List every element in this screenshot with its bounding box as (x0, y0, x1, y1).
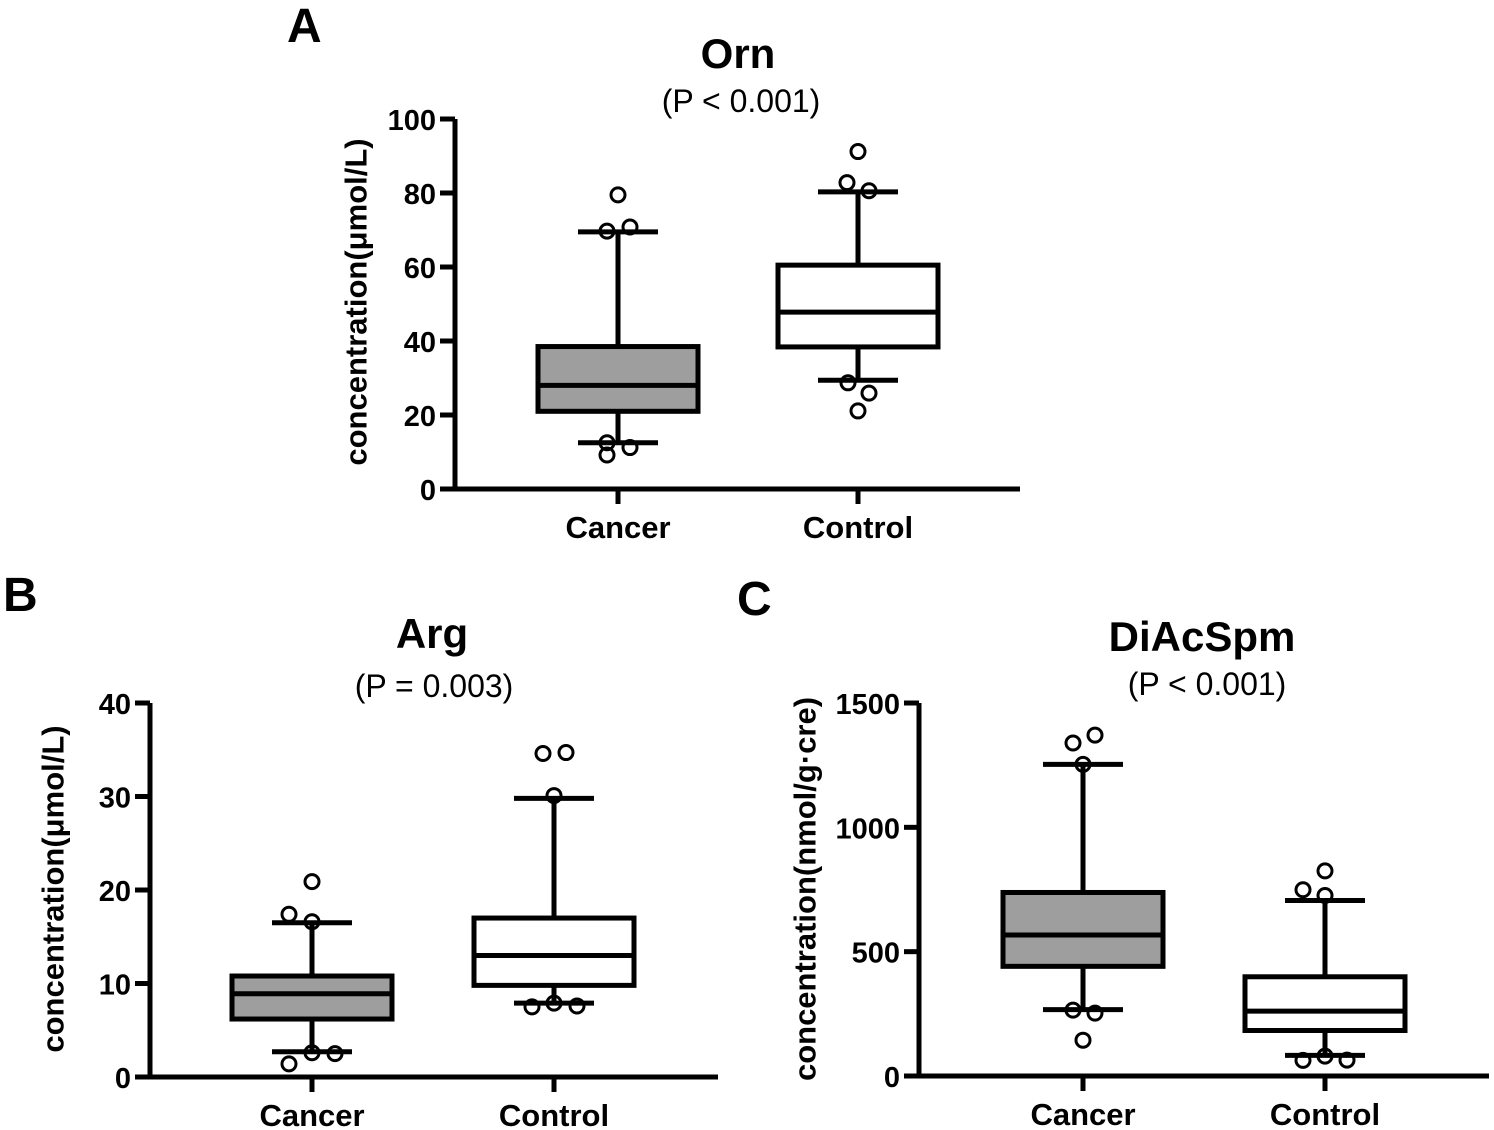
boxplot-cancer (232, 875, 392, 1071)
panel-b-pvalue: (P = 0.003) (354, 668, 514, 704)
outlier-point (1088, 728, 1102, 742)
y-tick-label: 40 (403, 327, 436, 359)
outlier-point (611, 188, 625, 202)
x-category-label: Cancer (1030, 1097, 1136, 1130)
x-category-label: Control (498, 1098, 610, 1130)
boxplot-cancer (1003, 728, 1163, 1047)
y-tick-label: 30 (98, 782, 131, 815)
y-tick-label: 0 (883, 1062, 900, 1094)
y-tick-label: 60 (403, 253, 436, 285)
y-tick-label: 1000 (835, 813, 900, 846)
outlier-point (851, 145, 865, 159)
x-category-label: Cancer (565, 510, 671, 545)
panel-letter-a: A (287, 0, 322, 53)
outlier-point (862, 386, 876, 400)
y-tick-label: 0 (419, 475, 436, 507)
outlier-point (559, 746, 573, 760)
y-tick-label: 10 (98, 969, 131, 1002)
outlier-point (536, 746, 550, 760)
panel-letter-b: B (3, 569, 38, 622)
y-tick-label: 0 (114, 1063, 131, 1095)
y-tick-label: 40 (98, 689, 131, 721)
x-category-label: Control (802, 510, 914, 545)
boxplot-control (474, 746, 634, 1014)
x-category-label: Cancer (259, 1098, 365, 1130)
panel-a-pvalue: (P < 0.001) (661, 83, 821, 119)
outlier-point (1318, 864, 1332, 878)
panel-c-plot (835, 689, 1489, 1130)
panel-letter-c: C (737, 573, 772, 626)
outlier-point (1296, 883, 1310, 897)
panel-a-plot (388, 105, 1020, 545)
iqr-box (778, 265, 938, 347)
panel-b-title: Arg (395, 610, 469, 657)
y-tick-label: 80 (403, 179, 436, 211)
outlier-point (851, 404, 865, 418)
x-category-label: Control (1269, 1097, 1381, 1130)
outlier-point (282, 907, 296, 921)
panel-c-y-axis-label: concentration(nmol/g·cre) (787, 696, 823, 1082)
y-tick-label: 20 (98, 876, 131, 908)
panel-c-title: DiAcSpm (1108, 613, 1296, 660)
outlier-point (305, 875, 319, 889)
y-tick-label: 1500 (835, 689, 900, 721)
boxplot-control (778, 145, 938, 418)
panel-b-y-axis-label: concentration(μmol/L) (35, 725, 71, 1053)
y-tick-label: 100 (387, 105, 436, 137)
outlier-point (1076, 1033, 1090, 1047)
panel-c-pvalue: (P < 0.001) (1127, 666, 1287, 702)
outlier-point (840, 176, 854, 190)
iqr-box (232, 976, 392, 1019)
iqr-box (474, 918, 634, 985)
outlier-point (1066, 736, 1080, 750)
panel-b-plot (99, 689, 718, 1130)
outlier-point (282, 1057, 296, 1071)
y-tick-label: 20 (403, 401, 436, 433)
panel-a-y-axis-label: concentration(μmol/L) (338, 138, 374, 466)
y-tick-label: 500 (851, 937, 900, 970)
boxplot-control (1245, 864, 1405, 1067)
boxplot-cancer (538, 188, 698, 462)
iqr-box (538, 347, 698, 412)
panel-a-title: Orn (700, 30, 776, 77)
iqr-box (1003, 892, 1163, 966)
iqr-box (1245, 977, 1405, 1031)
